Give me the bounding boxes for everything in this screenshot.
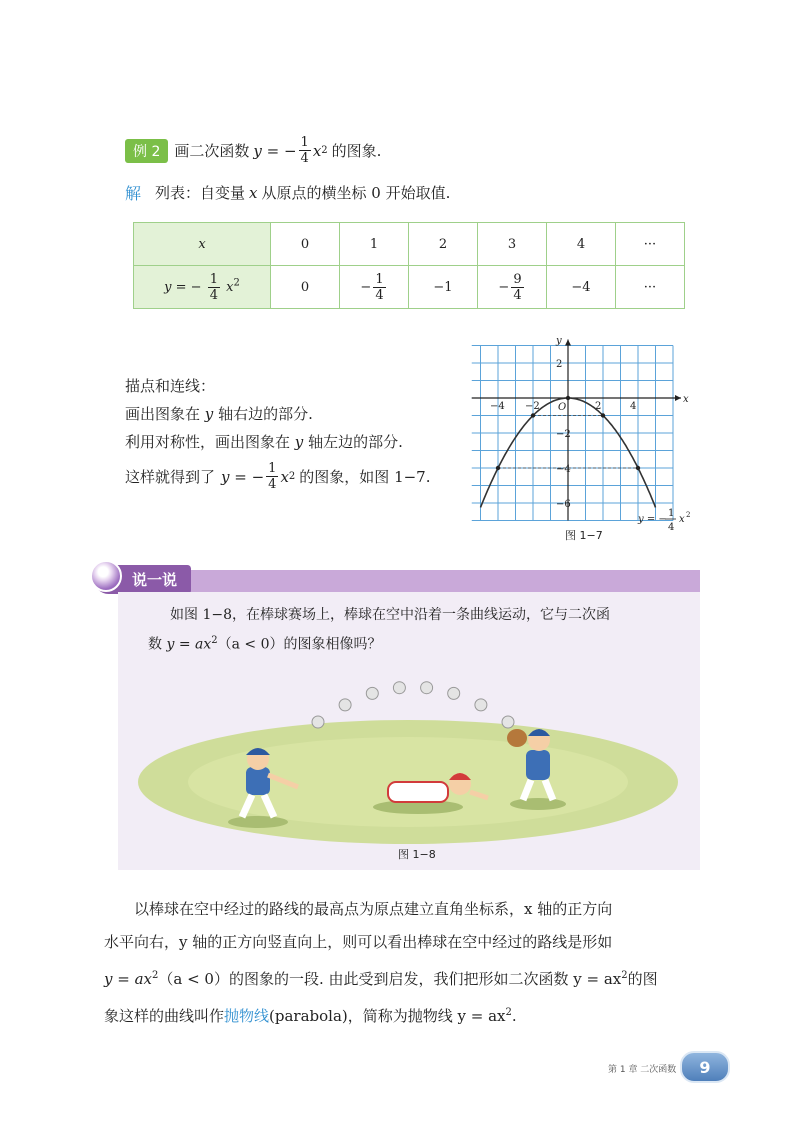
baseball-icon <box>475 699 487 711</box>
talk-badge: 说一说 <box>94 565 191 594</box>
table-cell: ··· <box>616 223 685 266</box>
talk-box <box>118 592 700 870</box>
table-cell: 4 <box>547 223 616 266</box>
curve-label-den: 4 <box>668 522 675 533</box>
baseball-icon <box>312 716 324 728</box>
table-cell: −1 <box>409 266 478 309</box>
talk-header-bar <box>118 570 700 592</box>
y-tick-label: −4 <box>556 464 571 475</box>
baseball-icon <box>421 682 433 694</box>
data-point <box>601 413 605 417</box>
table-cell: −4 <box>547 266 616 309</box>
baseball-icon <box>502 716 514 728</box>
steps-line-4: 这样就得到了 y = − $\frac{1}{4}$ x 2 的图象，如图 1−7. <box>125 461 431 492</box>
talk-line-1: 如图 1−8，在棒球赛场上，棒球在空中沿着一条曲线运动，它与二次函 <box>170 607 610 623</box>
solution-line <box>125 181 450 204</box>
baseball-icon <box>448 687 460 699</box>
y-tick-label: −6 <box>556 499 571 510</box>
table-row <box>134 223 685 266</box>
y-tick-label: 2 <box>556 359 563 370</box>
paragraph-line-2: 水平向右，y 轴的正方向竖直向上，则可以看出棒球在空中经过的路线是形如 <box>104 933 613 951</box>
table-cell: − $\frac{9}{4}$ <box>478 266 547 309</box>
data-point <box>496 466 500 470</box>
table-cell: 1 <box>340 223 409 266</box>
example-badge: 例 2 <box>125 139 168 163</box>
example-func-exp: 2 <box>321 145 328 156</box>
table-cell: 2 <box>409 223 478 266</box>
table-cell: − $\frac{1}{4}$ <box>340 266 409 309</box>
baseball-icon <box>393 682 405 694</box>
example-func-lhs: y = − <box>253 141 297 160</box>
solution-label: 解 <box>125 184 142 203</box>
solution-text-b: 从原点的横坐标 0 开始取值. <box>261 184 451 202</box>
steps-line-2: 画出图象在 y 轴右边的部分. <box>125 405 313 423</box>
x-axis-label: x <box>683 394 689 405</box>
example-heading <box>125 136 381 165</box>
example-fraction: $\frac{1}{4}$ <box>300 135 309 166</box>
curve-label-num: 1 <box>668 508 675 519</box>
value-table <box>133 222 685 309</box>
main-paragraph <box>104 893 714 1033</box>
example-prefix: 画二次函数 <box>174 142 250 160</box>
steps-line-1: 描点和连线： <box>125 377 216 395</box>
solution-var: x <box>249 183 258 202</box>
talk-question <box>148 602 690 658</box>
graph-caption: 图 1−7 <box>565 529 603 542</box>
curve-label-exp: 2 <box>686 511 691 519</box>
talk-line-2: 数 $y = ax^2(a < 0)$的图象相像吗？ <box>148 635 382 653</box>
paragraph-line-3: $y = ax^2(a < 0)$的图象的一段. 由此受到启发，我们把形如二次函数 $y = ax^2$的图 <box>104 970 658 988</box>
table-head-y: y = − $\frac{1}{4}$ $x^2$ <box>134 266 271 309</box>
steps-line-3: 利用对称性，画出图象在 y 轴左边的部分. <box>125 433 403 451</box>
x-axis-arrow <box>675 395 681 401</box>
x-tick-label: 4 <box>630 401 637 412</box>
page-number: 9 <box>680 1051 730 1083</box>
x-tick-label: −2 <box>525 401 540 412</box>
y-axis-arrow <box>565 340 571 346</box>
baseball-icon <box>339 699 351 711</box>
parabola-term: 抛物线 <box>224 1007 270 1025</box>
table-head-x: x <box>134 223 271 266</box>
solution-text-a: 列表：自变量 <box>155 184 246 202</box>
data-point <box>566 396 570 400</box>
table-row <box>134 266 685 309</box>
table-cell: ··· <box>616 266 685 309</box>
discussion-icon <box>90 560 122 592</box>
paragraph-line-4: 象这样的曲线叫作抛物线(parabola)，简称为抛物线 $y = ax^2$. <box>104 1007 517 1025</box>
data-point <box>531 413 535 417</box>
parabola-graph <box>470 330 700 545</box>
paragraph-line-1: 以棒球在空中经过的路线的最高点为原点建立直角坐标系，x 轴的正方向 <box>134 900 613 918</box>
talk-caption: 图 1−8 <box>398 848 436 861</box>
example-suffix: 的图象. <box>331 142 382 160</box>
table-cell: 0 <box>271 223 340 266</box>
table-cell: 3 <box>478 223 547 266</box>
table-cell: 0 <box>271 266 340 309</box>
chapter-label: 第 1 章 二次函数 <box>608 1065 677 1075</box>
example-func-var: x <box>312 141 322 160</box>
y-axis-label: y <box>556 335 562 347</box>
baseball-icon <box>366 687 378 699</box>
data-point <box>636 466 640 470</box>
curve-label-var: x <box>679 514 685 525</box>
y-tick-label: −2 <box>556 429 571 440</box>
origin-label: O <box>558 402 567 413</box>
curve-label-lhs: y = − <box>638 514 667 525</box>
x-tick-label: −4 <box>490 401 505 412</box>
baseball-illustration <box>118 652 700 847</box>
steps-text <box>125 372 431 491</box>
x-tick-label: 2 <box>595 401 602 412</box>
